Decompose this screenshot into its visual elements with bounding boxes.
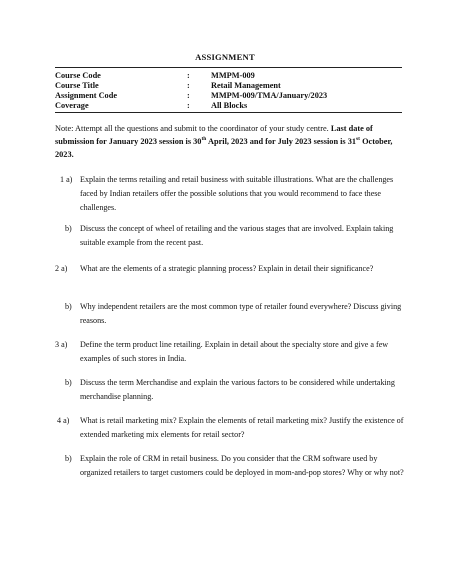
meta-label: Coverage <box>55 101 89 110</box>
question-number: b) <box>65 378 72 387</box>
question-number: 1 a) <box>60 175 73 184</box>
question-4a <box>57 414 405 442</box>
meta-value: MMPM-009 <box>211 71 255 80</box>
question-number: b) <box>65 302 72 311</box>
question-number: b) <box>65 454 72 463</box>
question-text: What is retail marketing mix? Explain the elements of retail marketing mix? Justify the existence of extended marketing mix elements for retail sector? <box>80 416 404 439</box>
meta-value: All Blocks <box>211 101 248 110</box>
note-prefix: Note: Attempt all the questions and submit to the coordinator of your study centre. <box>55 124 329 133</box>
question-number: 3 a) <box>55 340 68 349</box>
meta-label: Assignment Code <box>55 91 117 100</box>
table-top-rule <box>55 67 402 68</box>
meta-separator: : <box>187 91 190 100</box>
question-text: Discuss the term Merchandise and explain the various factors to be considered while undertaking merchandise planning. <box>80 378 395 401</box>
meta-separator: : <box>187 81 190 90</box>
question-4b <box>65 452 405 480</box>
meta-row-coverage <box>55 100 402 111</box>
meta-value: Retail Management <box>211 81 281 90</box>
question-text: Explain the role of CRM in retail business. Do you consider that the CRM software used by organized retailers to target customers could be deployed in mom-and-pop stores? Why or why not? <box>80 454 404 477</box>
table-bottom-rule <box>55 112 402 113</box>
assignment-title: ASSIGNMENT <box>195 52 255 62</box>
question-3b <box>65 376 405 404</box>
meta-value: MMPM-009/TMA/January/2023 <box>211 91 328 100</box>
question-2a <box>55 262 405 276</box>
meta-label: Course Code <box>55 71 101 80</box>
question-number: 2 a) <box>55 264 68 273</box>
question-text: Why independent retailers are the most common type of retailer found everywhere? Discuss giving reasons. <box>80 302 402 325</box>
question-number: b) <box>65 224 72 233</box>
submission-note <box>55 122 405 161</box>
question-3a <box>55 338 405 366</box>
meta-label: Course Title <box>55 81 99 90</box>
question-1a <box>60 173 405 215</box>
question-text: Discuss the concept of wheel of retailing and the various stages that are involved. Explain taking suitable example from the recent past. <box>80 224 394 247</box>
question-text: What are the elements of a strategic planning process? Explain in detail their significance? <box>80 264 374 273</box>
question-2b <box>65 300 405 328</box>
question-1b <box>65 222 405 250</box>
note-deadline: Last date of submission for January 2023 session is 30th April, 2023 and for July 2023 session is 31st October, 2023. <box>55 124 393 159</box>
question-number: 4 a) <box>57 416 70 425</box>
question-text: Explain the terms retailing and retail business with suitable illustrations. What are the challenges faced by Indian retailers offer the possible solutions that you would recommend to face these challenges. <box>80 175 394 212</box>
question-text: Define the term product line retailing. Explain in detail about the specialty store and give a few examples of such stores in India. <box>80 340 389 363</box>
meta-separator: : <box>187 71 190 80</box>
meta-separator: : <box>187 101 190 110</box>
